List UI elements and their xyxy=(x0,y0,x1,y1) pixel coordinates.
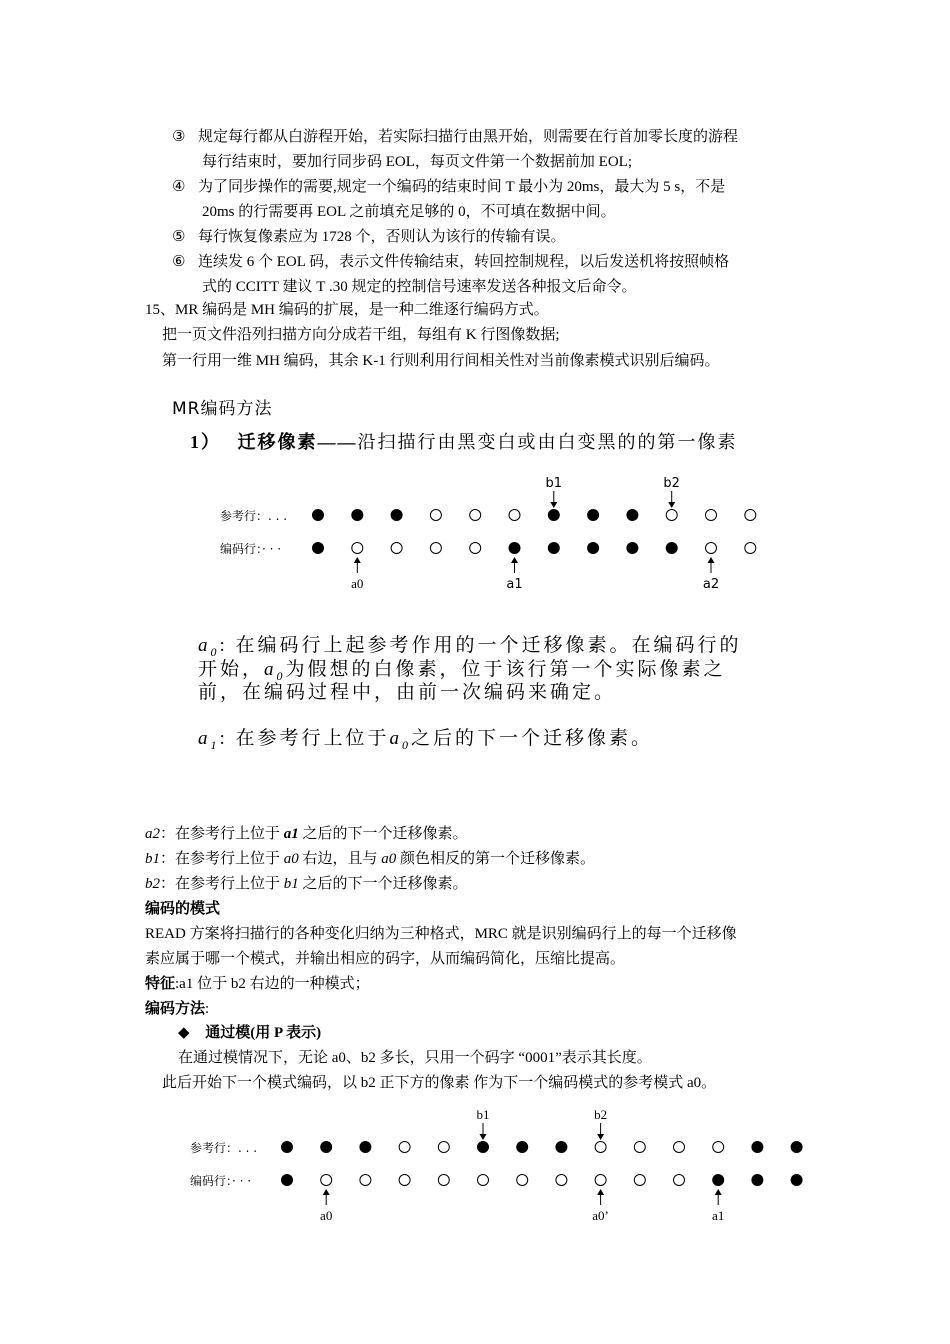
coding-black-pixel xyxy=(627,543,638,554)
a0-definition-text-2a: 开始， xyxy=(198,659,265,680)
a1-symbol: a xyxy=(198,728,211,749)
marker-label-a0’: a0’ xyxy=(592,1208,609,1223)
a1-definition xyxy=(198,726,653,758)
coding-white-pixel xyxy=(430,543,441,554)
transition-pixel-diagram xyxy=(200,465,800,600)
pass-mode-diagram xyxy=(180,1100,820,1230)
item-text: 每行结束时，要加行同步码 EOL，每页文件第一个数据前加 EOL; xyxy=(202,154,632,170)
marker-label-b2: b2 xyxy=(594,1107,608,1122)
a0-inline-subscript: 0 xyxy=(276,668,286,683)
a1-text-b: 之后的下一个迁移像素。 xyxy=(411,728,654,749)
marker-label-a0: a0 xyxy=(351,576,364,591)
reference-black-pixel xyxy=(313,510,324,521)
numbered-item-line xyxy=(202,202,616,222)
reference-black-pixel xyxy=(478,1142,489,1153)
coding-black-pixel xyxy=(588,543,599,554)
mode-heading: 编码的模式 xyxy=(145,901,221,917)
reference-black-pixel xyxy=(282,1142,293,1153)
definition-ref: a0 xyxy=(283,851,299,867)
a1-text-a: 在参考行上位于 xyxy=(235,728,390,749)
reference-black-pixel xyxy=(791,1142,802,1153)
arrow-up-icon xyxy=(354,557,361,563)
arrow-down-icon xyxy=(597,1134,604,1140)
item-text: 连续发 6 个 EOL 码，表示文件传输结束，转回控制规程，以后发送机将按照帧格 xyxy=(198,254,730,270)
reference-row-label: 参考行：. . . xyxy=(220,509,288,523)
section-15-line-1: 把一页文件沿列扫描方向分成若干组，每组有 K 行图像数据; xyxy=(162,327,560,343)
mode-paragraph-line-2: 素应属于哪一个模式，并输出相应的码字，从而编码简化，压缩比提高。 xyxy=(145,951,626,967)
a0-subscript: 0 xyxy=(210,644,220,659)
arrow-up-icon xyxy=(323,1189,330,1195)
feature-text: :a1 位于 b2 右边的一种模式； xyxy=(175,976,370,992)
reference-white-pixel xyxy=(713,1142,724,1153)
a0-symbol: a xyxy=(198,635,211,656)
reference-white-pixel xyxy=(438,1142,449,1153)
item-marker: ⑤ xyxy=(172,229,186,245)
coding-white-pixel xyxy=(321,1175,332,1186)
coding-black-pixel xyxy=(548,543,559,554)
coding-white-pixel xyxy=(706,543,717,554)
reference-black-pixel xyxy=(352,510,363,521)
coding-white-pixel xyxy=(674,1175,685,1186)
item-marker: ④ xyxy=(172,179,186,195)
feature-label: 特征 xyxy=(145,976,176,992)
reference-black-pixel xyxy=(588,510,599,521)
numbered-item-line xyxy=(172,127,738,147)
arrow-down-icon xyxy=(480,1134,487,1140)
a0-inline-symbol: a xyxy=(264,659,277,680)
coding-black-pixel xyxy=(313,543,324,554)
mode-paragraph-line-1: READ 方案将扫描行的各种变化归纳为三种格式，MRC 就是识别编码行上的每一个迁移像 xyxy=(145,926,737,942)
pass-mode-line-2: 此后开始下一个模式编码，以 b2 正下方的像素 作为下一个编码模式的参考模式 a0。 xyxy=(162,1075,717,1091)
reference-black-pixel xyxy=(548,510,559,521)
reference-white-pixel xyxy=(430,510,441,521)
definition-rest-2: 颜色相反的第一个迁移像素。 xyxy=(396,851,596,867)
pass-mode-heading: 通过模(用 P 表示) xyxy=(205,1025,322,1041)
coding-white-pixel xyxy=(745,543,756,554)
slide-point-1 xyxy=(190,428,738,454)
a1-ref-symbol: a xyxy=(389,728,403,749)
numbered-item-line xyxy=(172,252,729,272)
item-marker: ⑥ xyxy=(172,254,186,270)
coding-row-label: 编码行：· · · xyxy=(220,542,282,556)
marker-label-a1: a1 xyxy=(506,577,523,592)
method-line xyxy=(145,999,209,1019)
feature-line xyxy=(145,974,370,994)
definition-rest: 之后的下一个迁移像素。 xyxy=(298,876,468,892)
arrow-up-icon xyxy=(715,1189,722,1195)
definition-rest: 之后的下一个迁移像素。 xyxy=(298,826,468,842)
a1-subscript: 1 xyxy=(210,737,220,752)
reference-white-pixel xyxy=(634,1142,645,1153)
term-a2: a2 xyxy=(145,826,160,842)
marker-label-b1: b1 xyxy=(545,476,563,491)
a0-definition-text-2b: 为假想的白像素，位于该行第一个实际像素之 xyxy=(285,659,726,680)
reference-black-pixel xyxy=(321,1142,332,1153)
coding-row-label: 编码行：· · · xyxy=(190,1174,252,1188)
reference-black-pixel xyxy=(627,510,638,521)
reference-black-pixel xyxy=(556,1142,567,1153)
coding-white-pixel xyxy=(595,1175,606,1186)
item-text: 每行恢复像素应为 1728 个，否则认为该行的传输有误。 xyxy=(198,229,566,245)
coding-white-pixel xyxy=(634,1175,645,1186)
numbered-item-line xyxy=(202,152,632,172)
reference-black-pixel xyxy=(752,1142,763,1153)
section-15-heading: 15、MR 编码是 MH 编码的扩展，是一种二维逐行编码方式。 xyxy=(145,302,549,318)
arrow-up-icon xyxy=(597,1189,604,1195)
reference-white-pixel xyxy=(509,510,520,521)
coding-white-pixel xyxy=(438,1175,449,1186)
point-number: 1） xyxy=(190,432,221,452)
coding-white-pixel xyxy=(360,1175,371,1186)
coding-white-pixel xyxy=(399,1175,410,1186)
item-marker: ③ xyxy=(172,129,186,145)
coding-black-pixel xyxy=(713,1175,724,1186)
point-term: 迁移像素—— xyxy=(237,432,358,452)
term-b1: b1 xyxy=(145,851,160,867)
method-colon: : xyxy=(205,1001,210,1017)
definition-ref: a1 xyxy=(283,826,299,842)
pass-mode-line-1: 在通过模情况下，无论 a0、b2 多长，只用一个码字 “0001”表示其长度。 xyxy=(178,1050,652,1066)
arrow-down-icon xyxy=(668,502,675,508)
definition-ref-2: a0 xyxy=(381,851,397,867)
reference-black-pixel xyxy=(391,510,402,521)
reference-white-pixel xyxy=(666,510,677,521)
method-label: 编码方法 xyxy=(145,1001,206,1017)
term-b2: b2 xyxy=(145,876,160,892)
coding-white-pixel xyxy=(391,543,402,554)
reference-black-pixel xyxy=(360,1142,371,1153)
coding-black-pixel xyxy=(791,1175,802,1186)
definition-b2 xyxy=(145,874,468,894)
reference-white-pixel xyxy=(595,1142,606,1153)
slide-title: MR编码方法 xyxy=(172,399,273,419)
definition-text: ：在参考行上位于 xyxy=(160,826,284,842)
coding-black-pixel xyxy=(509,543,520,554)
item-text: 20ms 的行需要再 EOL 之前填充足够的 0，不可填在数据中间。 xyxy=(202,204,616,220)
coding-white-pixel xyxy=(517,1175,528,1186)
arrow-up-icon xyxy=(708,557,715,563)
item-text: 规定每行都从白游程开始，若实际扫描行由黑开始，则需要在行首加零长度的游程 xyxy=(198,129,739,145)
arrow-up-icon xyxy=(511,557,518,563)
reference-row-label: 参考行：. . . xyxy=(190,1141,258,1155)
marker-label-a1: a1 xyxy=(712,1208,725,1223)
coding-white-pixel xyxy=(478,1175,489,1186)
marker-label-a2: a2 xyxy=(702,577,720,592)
coding-white-pixel xyxy=(352,543,363,554)
a1-colon: : xyxy=(219,728,228,749)
coding-black-pixel xyxy=(752,1175,763,1186)
pass-mode-heading-line xyxy=(178,1023,321,1043)
definition-text: ：在参考行上位于 xyxy=(160,876,284,892)
definition-text: ：在参考行上位于 xyxy=(160,851,284,867)
a1-ref-subscript: 0 xyxy=(402,737,412,752)
item-text: 式的 CCITT 建议 T .30 规定的控制信号速率发送各种报文后命令。 xyxy=(202,279,637,295)
definition-ref: b1 xyxy=(283,876,299,892)
coding-black-pixel xyxy=(666,543,677,554)
definition-a2 xyxy=(145,824,468,844)
coding-white-pixel xyxy=(470,543,481,554)
a0-definition-text-1: 在编码行上起参考作用的一个迁移像素。在编码行的 xyxy=(235,635,742,656)
coding-white-pixel xyxy=(556,1175,567,1186)
reference-white-pixel xyxy=(706,510,717,521)
marker-label-a0: a0 xyxy=(320,1208,333,1223)
section-15-line-2: 第一行用一维 MH 编码，其余 K-1 行则利用行间相关性对当前像素模式识别后编码。 xyxy=(162,353,720,369)
a0-colon: : xyxy=(219,635,228,656)
numbered-item-line xyxy=(172,227,566,247)
numbered-item-line xyxy=(202,277,636,297)
marker-label-b1: b1 xyxy=(476,1107,490,1122)
reference-white-pixel xyxy=(745,510,756,521)
item-text: 为了同步操作的需要,规定一个编码的结束时间 T 最小为 20ms，最大为 5 s，不是 xyxy=(198,179,726,195)
point-description: 沿扫描行由黑变白或由白变黑的的第一像素 xyxy=(357,432,738,452)
definition-rest: 右边，且与 xyxy=(298,851,382,867)
arrow-down-icon xyxy=(550,502,557,508)
a0-definition-line-3: 前，在编码过程中，由前一次编码来确定。 xyxy=(198,682,617,703)
reference-white-pixel xyxy=(399,1142,410,1153)
definition-b1 xyxy=(145,849,595,869)
numbered-item-line xyxy=(172,177,725,197)
reference-black-pixel xyxy=(517,1142,528,1153)
coding-black-pixel xyxy=(282,1175,293,1186)
reference-white-pixel xyxy=(674,1142,685,1153)
bullet-icon: ◆ xyxy=(178,1025,190,1041)
marker-label-b2: b2 xyxy=(663,476,680,491)
reference-white-pixel xyxy=(470,510,481,521)
